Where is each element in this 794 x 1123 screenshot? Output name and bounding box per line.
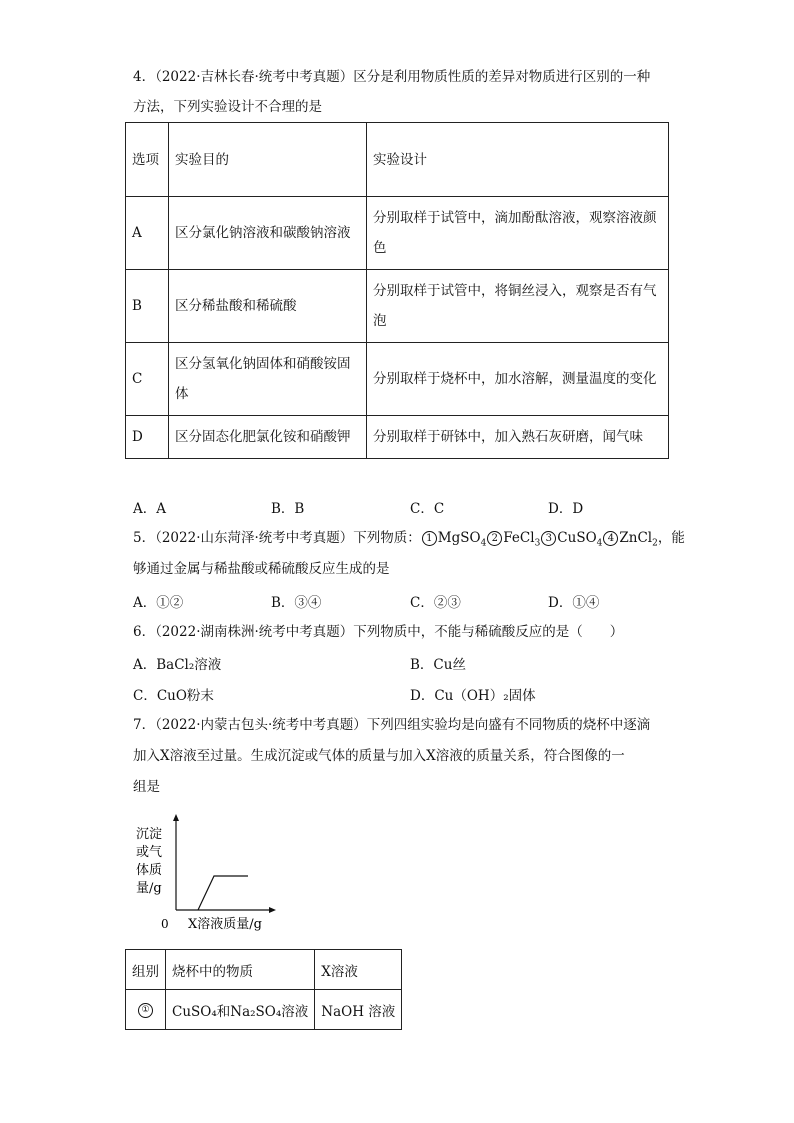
q5-option-b[interactable]: B．③④ [271,595,322,611]
x-axis-arrow [269,907,276,913]
row-option: D [126,416,169,459]
y-axis-label-3: 体质 [136,863,163,878]
q7-graph [130,812,280,937]
q7-stem-line1: 7．（2022·内蒙古包头·统考中考真题）下列四组实验均是向盛有不同物质的烧杯中逐滴 [133,717,651,733]
q5-stem-line1 [133,528,685,554]
q5-option-d[interactable]: D．①④ [548,595,600,611]
q5-stem-prefix: 5．（2022·山东菏泽·统考中考真题）下列物质： [133,530,421,546]
header-purpose: 实验目的 [169,123,367,197]
q5-option-c[interactable]: C．②③ [410,595,461,611]
table-row [126,343,669,416]
header-option: 选项 [126,123,169,197]
q4-option-d[interactable]: D．D [548,501,584,517]
row-design: 分别取样于试管中，将铜丝浸入，观察是否有气泡 [367,270,669,343]
q6-stem: 6．（2022·湖南株洲·统考中考真题）下列物质中，不能与稀硫酸反应的是（ ） [133,624,624,640]
q4-option-a[interactable]: A．A [133,501,166,517]
row-group [126,990,166,1030]
q4-stem-line2: 方法，下列实验设计不合理的是 [133,99,322,115]
q5-option-a[interactable]: A．①② [133,595,184,611]
row-purpose: 区分氯化钠溶液和碳酸钠溶液 [169,197,367,270]
origin-label: 0 [161,917,169,931]
x-axis-label: X溶液质量/g [188,917,262,932]
q6-option-d[interactable]: D．Cu（OH）₂固体 [410,688,536,704]
q6-option-b[interactable]: B．Cu丝 [410,657,466,673]
row-substance: CuSO₄和Na₂SO₄溶液 [166,990,315,1030]
q4-stem-line1: 4．（2022·吉林长春·统考中考真题）区分是利用物质性质的差异对物质进行区别的一种 [133,69,651,85]
row-x-solution: NaOH 溶液 [315,990,402,1030]
row-option: C [126,343,169,416]
group-number: ① [138,1003,153,1018]
header-design: 实验设计 [367,123,669,197]
header-substance: 烧杯中的物质 [166,950,315,990]
y-axis-label-1: 沉淀 [136,827,163,842]
row-option: A [126,197,169,270]
y-axis-label-4: 量/g [136,881,162,896]
row-purpose: 区分稀盐酸和稀硫酸 [169,270,367,343]
q5-stem-line2: 够通过金属与稀盐酸或稀硫酸反应生成的是 [133,561,390,577]
q4-option-b[interactable]: B．B [271,501,305,517]
q6-option-a[interactable]: A．BaCl₂溶液 [133,657,222,673]
q7-stem-line3: 组是 [133,779,160,795]
table-row [126,197,669,270]
y-axis-label-2: 或气 [136,845,163,860]
q5-stem-suffix: ，能 [657,530,685,546]
header-x-solution: X溶液 [315,950,402,990]
row-design: 分别取样于研钵中，加入熟石灰研磨，闻气味 [367,416,669,459]
table-row [126,990,402,1030]
table-header-row [126,123,669,197]
q7-table [125,949,402,1030]
q6-option-c[interactable]: C．CuO粉末 [133,688,214,704]
table-row [126,270,669,343]
header-group: 组别 [126,950,166,990]
row-design: 分别取样于烧杯中，加水溶解，测量温度的变化 [367,343,669,416]
table-row [126,416,669,459]
graph-curve [198,876,248,910]
y-axis-arrow [173,814,179,821]
row-option: B [126,270,169,343]
table-header-row [126,950,402,990]
q7-stem-line2: 加入X溶液至过量。生成沉淀或气体的质量与加入X溶液的质量关系，符合图像的一 [133,748,625,764]
row-design: 分别取样于试管中，滴加酚酞溶液，观察溶液颜色 [367,197,669,270]
q5-substance-list: 1 MgSO$_4$ 2 FeCl$_3$ 3 CuSO$_4$ 4 ZnCl$_2$ [421,530,658,546]
q4-table [125,122,669,459]
row-purpose: 区分固态化肥氯化铵和硝酸钾 [169,416,367,459]
row-purpose: 区分氢氧化钠固体和硝酸铵固体 [169,343,367,416]
q4-option-c[interactable]: C．C [410,501,445,517]
